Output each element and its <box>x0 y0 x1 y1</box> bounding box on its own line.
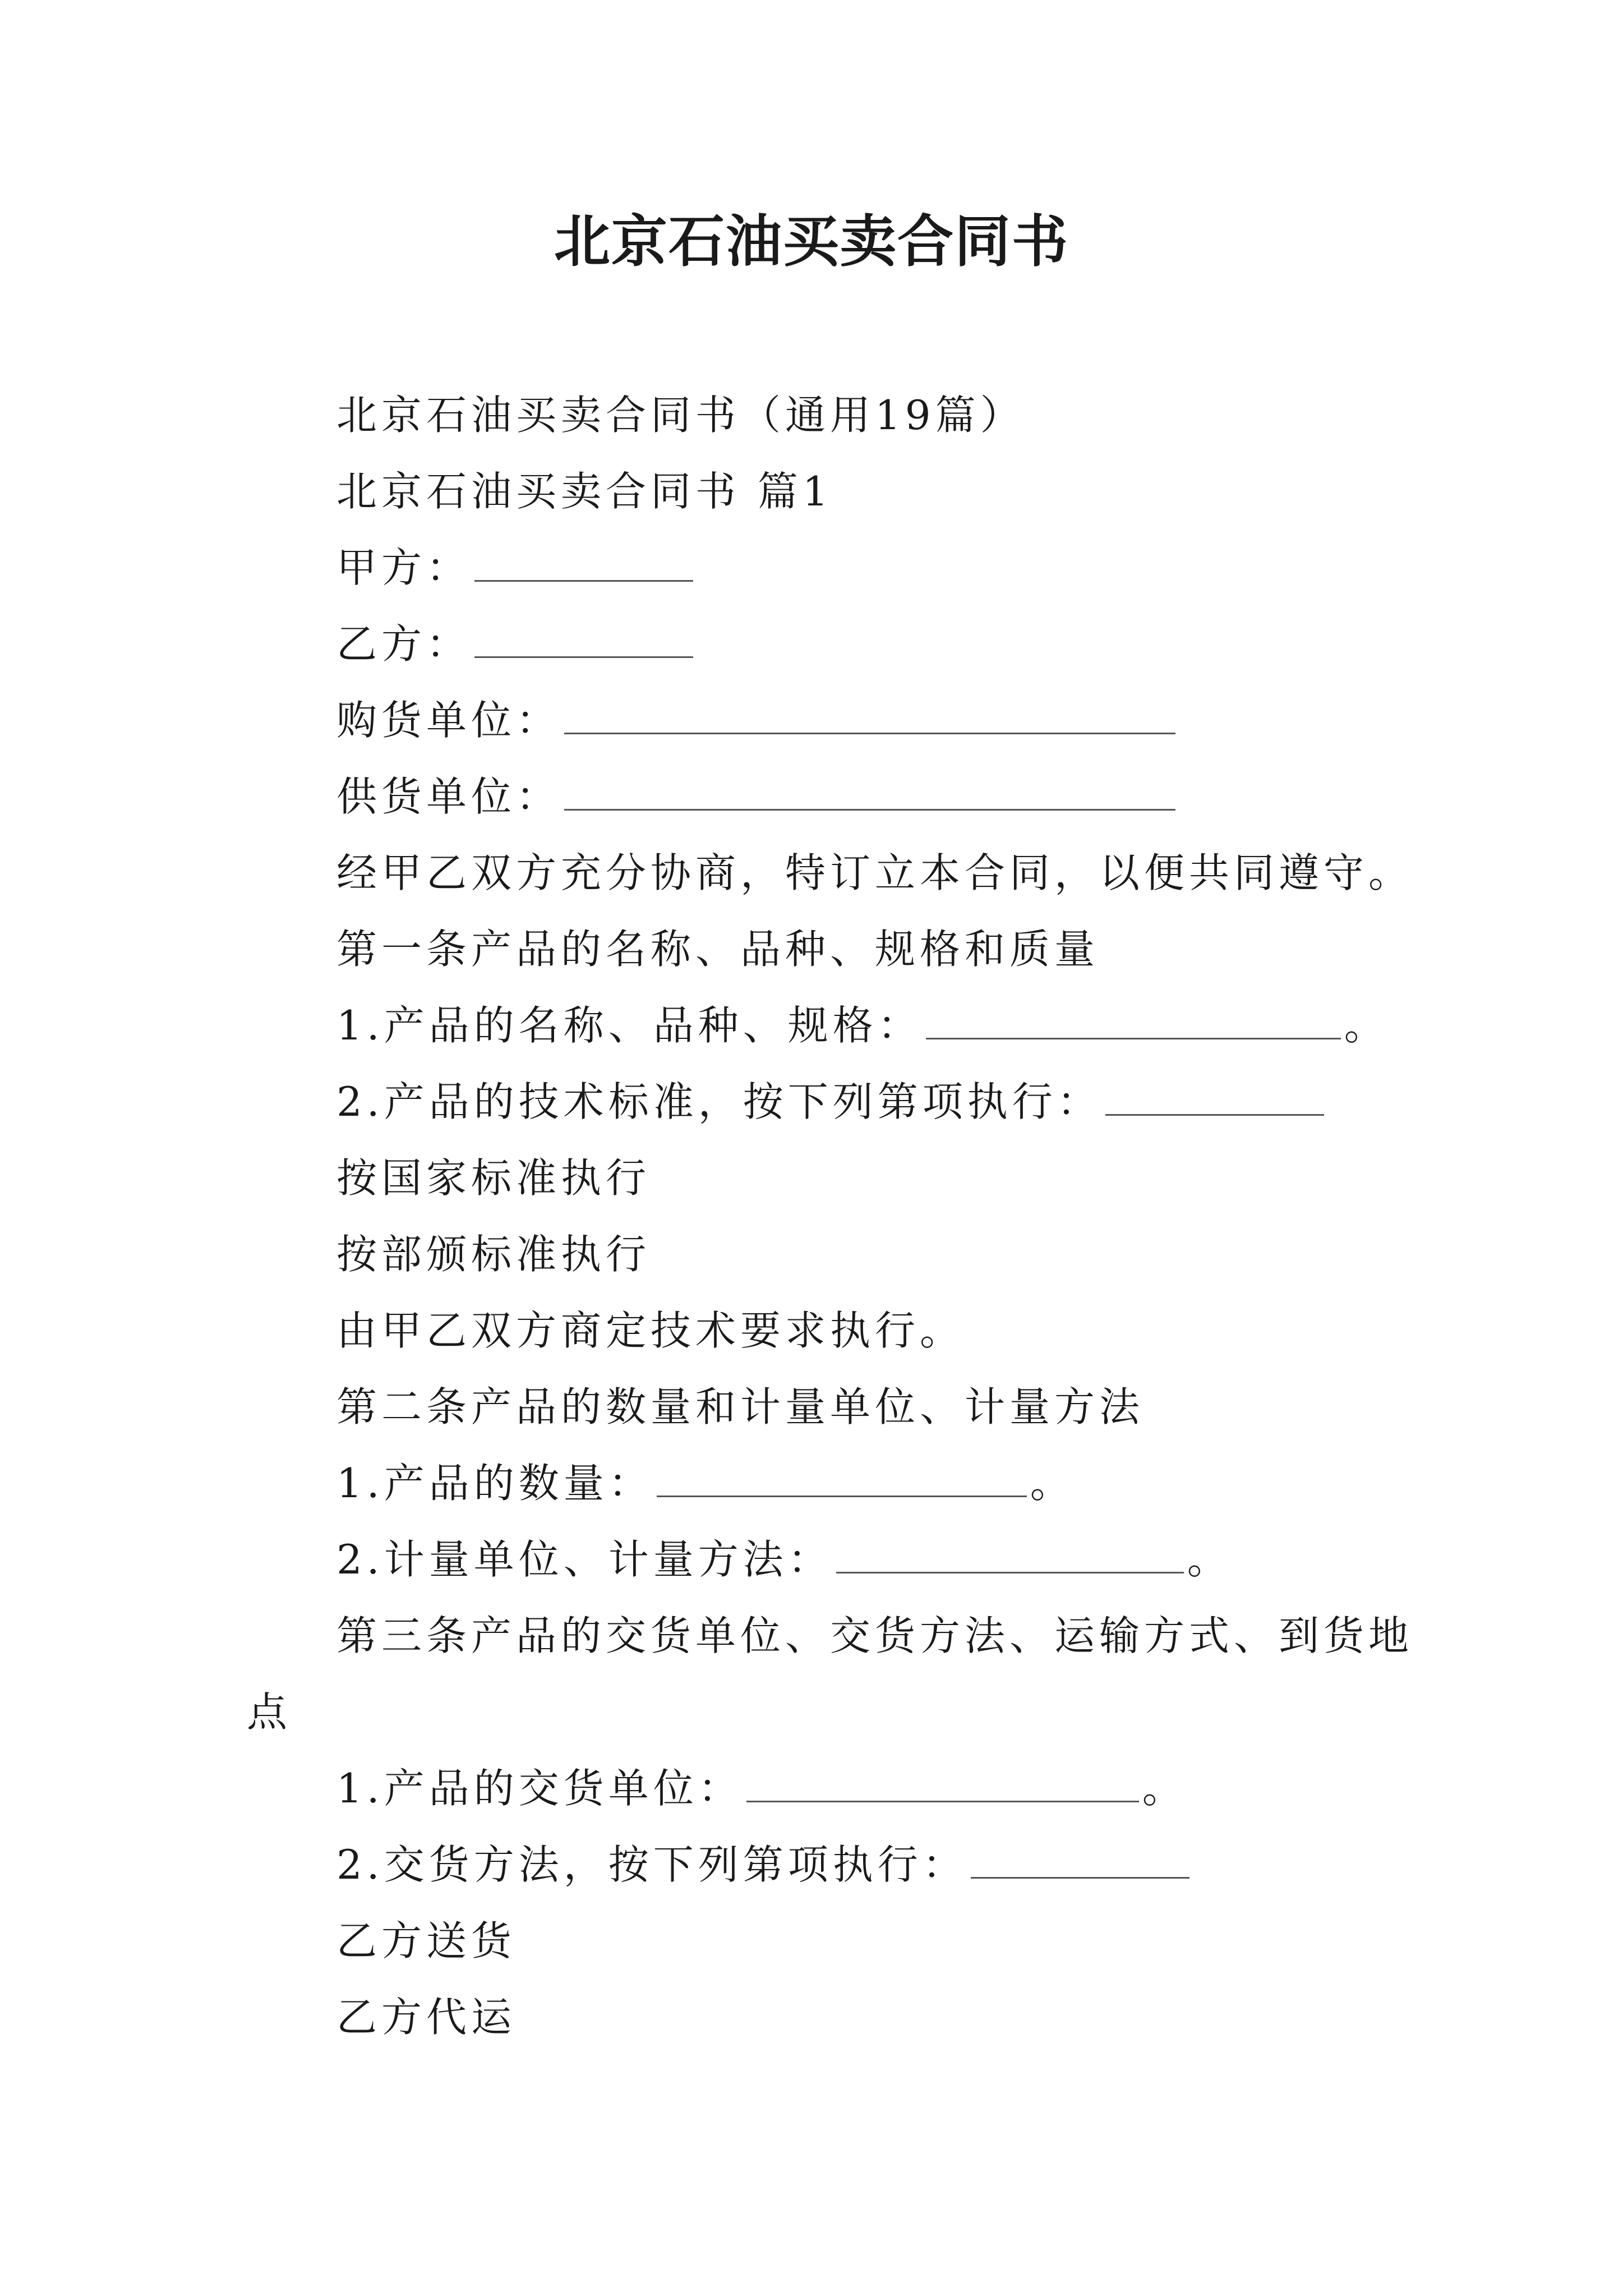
unit-method-blank[interactable] <box>836 1531 1184 1573</box>
quantity-field: 1.产品的数量： 。 <box>336 1455 1075 1511</box>
section-heading: 北京石油买卖合同书 篇1 <box>336 468 833 515</box>
list-item: 按国家标准执行 <box>336 1154 651 1202</box>
delivery-method-blank[interactable] <box>971 1837 1189 1879</box>
paragraph: 经甲乙双方充分协商，特订立本合同，以便共同遵守。 <box>336 849 1414 896</box>
product-name-field: 1.产品的名称、品种、规格： 。 <box>336 997 1389 1053</box>
supplier-blank[interactable] <box>564 769 1175 811</box>
tech-standard-field: 2.产品的技术标准，按下列第项执行： <box>336 1074 1327 1130</box>
list-item: 乙方代运 <box>336 1994 517 2041</box>
product-name-blank[interactable] <box>926 997 1341 1039</box>
subtitle-line: 北京石油买卖合同书（通用19篇） <box>336 392 1025 439</box>
party-a-field: 甲方： <box>336 540 697 596</box>
list-item: 乙方送货 <box>336 1917 517 1964</box>
tech-standard-blank[interactable] <box>1105 1074 1324 1116</box>
delivery-unit-blank[interactable] <box>746 1760 1139 1802</box>
article-heading: 第二条产品的数量和计量单位、计量方法 <box>336 1383 1145 1430</box>
list-item: 按部颁标准执行 <box>336 1231 651 1278</box>
delivery-unit-field: 1.产品的交货单位： 。 <box>336 1760 1187 1816</box>
list-item: 由甲乙双方商定技术要求执行。 <box>336 1307 965 1354</box>
party-b-blank[interactable] <box>474 616 693 658</box>
party-a-blank[interactable] <box>474 540 693 582</box>
document-title: 北京石油买卖合同书 <box>554 208 1069 274</box>
delivery-method-field: 2.交货方法，按下列第项执行： <box>336 1837 1193 1893</box>
buyer-field: 购货单位： <box>336 692 1179 748</box>
article-heading: 第三条产品的交货单位、交货方法、运输方式、到货地 <box>336 1612 1414 1659</box>
buyer-blank[interactable] <box>564 692 1175 734</box>
supplier-field: 供货单位： <box>336 769 1179 825</box>
quantity-blank[interactable] <box>657 1455 1027 1497</box>
party-b-field: 乙方： <box>336 616 697 672</box>
article-heading-continued: 点 <box>247 1688 292 1736</box>
article-heading: 第一条产品的名称、品种、规格和质量 <box>336 926 1100 973</box>
unit-method-field: 2.计量单位、计量方法： 。 <box>336 1531 1232 1588</box>
